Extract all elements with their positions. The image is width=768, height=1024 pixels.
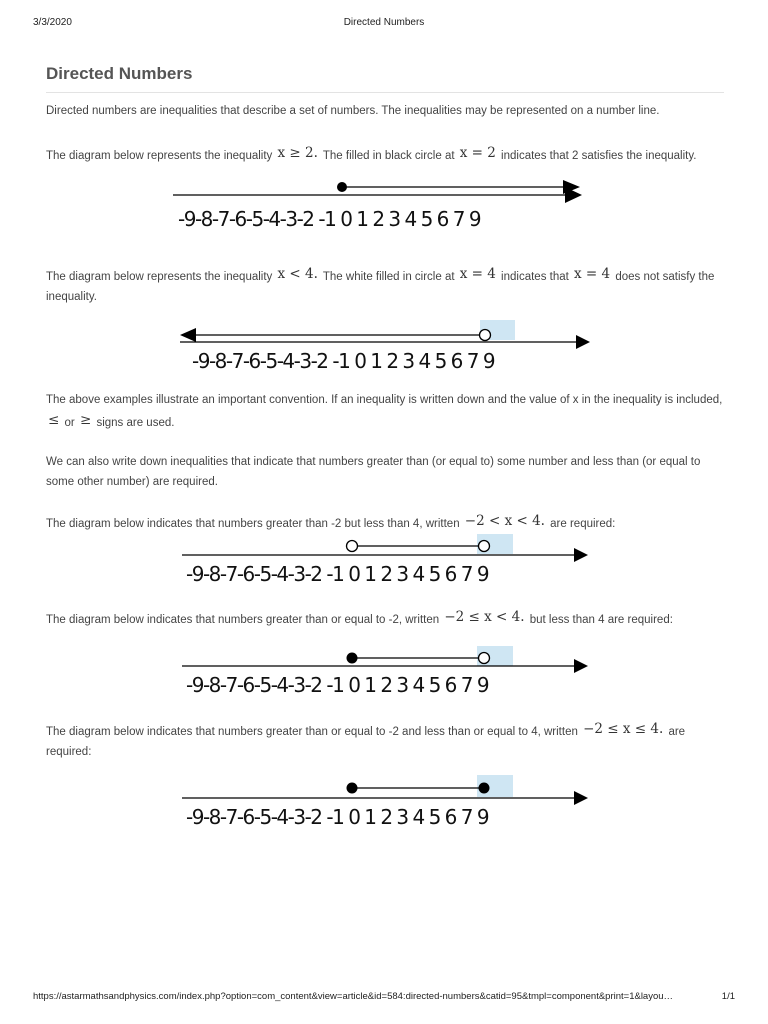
- print-document-title: Directed Numbers: [343, 17, 425, 28]
- paragraph-x-lt-4: [46, 264, 726, 307]
- tick-labels: -9-8-7-6-5-4-3-2 -1 0 1 2 3 4 5 6 7 9: [186, 673, 489, 697]
- filled-dot-start: [347, 783, 358, 794]
- number-line-4: [180, 644, 600, 698]
- number-line-3: [180, 533, 600, 587]
- page-number: 1/1: [721, 991, 735, 1002]
- math-inequality: −2 ≤ x ≤ 4.: [583, 721, 664, 737]
- text: The diagram below indicates that numbers greater than -2 but less than 4, written: [46, 518, 463, 530]
- number-line-2: [178, 318, 598, 374]
- open-dot-end: [480, 330, 491, 341]
- page-url: https://astarmathsandphysics.com/index.php?option=com_content&view=article&id=584:directed-numbers&catid=95&tmpl=component&print=1&layou…: [33, 991, 674, 1002]
- paragraph-closed-open: [46, 607, 726, 630]
- article: [46, 64, 724, 93]
- text: but less than 4 are required:: [526, 614, 673, 626]
- math-value: x = 4: [459, 266, 496, 282]
- paragraph-closed-closed: [46, 719, 726, 762]
- print-date: 3/3/2020: [33, 17, 72, 28]
- tick-labels: -9-8-7-6-5-4-3-2 -1 0 1 2 3 4 5 6 7 9: [178, 207, 481, 231]
- number-line-1: [170, 176, 590, 234]
- text: are required:: [46, 726, 686, 758]
- math-inequality: −2 < x < 4.: [464, 513, 545, 529]
- text: The above examples illustrate an important convention. If an inequality is written down and the value of x in the inequality is included,: [46, 394, 723, 406]
- open-dot-start: [347, 541, 358, 552]
- arrow-head-right: [574, 548, 588, 562]
- article-title: Directed Numbers: [46, 64, 724, 93]
- print-header: [33, 17, 735, 31]
- text: indicates that: [497, 271, 573, 283]
- tick-labels: -9-8-7-6-5-4-3-2 -1 0 1 2 3 4 5 6 7 9: [192, 349, 495, 373]
- arrow-head-right: [574, 791, 588, 805]
- arrow-head-right: [576, 335, 590, 349]
- math-inequality: −2 ≤ x < 4.: [444, 609, 525, 625]
- math-inequality: x ≥ 2.: [277, 145, 318, 161]
- text: The diagram below indicates that numbers greater than or equal to -2, written: [46, 614, 443, 626]
- text: or: [61, 417, 78, 429]
- intro-paragraph: Directed numbers are inequalities that describe a set of numbers. The inequalities may be represented on a number line.: [46, 105, 660, 117]
- text: indicates that 2 satisfies the inequality.: [497, 150, 697, 162]
- text: The diagram below represents the inequality: [46, 150, 276, 162]
- text: The white filled in circle at: [319, 271, 458, 283]
- text: The diagram below indicates that numbers greater than or equal to -2 and less than or equal to 4, written: [46, 726, 582, 738]
- tick-labels: -9-8-7-6-5-4-3-2 -1 0 1 2 3 4 5 6 7 9: [186, 562, 489, 586]
- arrow-head-right: [574, 659, 588, 673]
- math-inequality: x < 4.: [277, 266, 318, 282]
- math-value: x = 4: [574, 266, 611, 282]
- number-line-5: [180, 774, 600, 830]
- text: The filled in black circle at: [319, 150, 458, 162]
- text: are required:: [546, 518, 616, 530]
- paragraph-convention: [46, 390, 726, 433]
- filled-dot-end: [479, 783, 490, 794]
- math-le-symbol: ≤: [48, 412, 60, 428]
- text: signs are used.: [93, 417, 175, 429]
- paragraph-x-ge-2: [46, 143, 726, 166]
- range-arrow-head-left: [180, 328, 196, 342]
- text: does not satisfy the inequality.: [46, 271, 715, 303]
- open-dot-end: [479, 541, 490, 552]
- math-ge-symbol: ≥: [79, 412, 92, 428]
- text: The diagram below represents the inequality: [46, 271, 276, 283]
- print-footer: [33, 991, 735, 1005]
- filled-dot-start: [347, 653, 358, 664]
- filled-dot-start: [337, 182, 347, 192]
- math-value: x = 2: [459, 145, 496, 161]
- paragraph-open-open: [46, 511, 726, 534]
- open-dot-end: [479, 653, 490, 664]
- paragraph-ranges: We can also write down inequalities that indicate that numbers greater than (or equal to) some number and less than (or equal to some other number) are required.: [46, 456, 701, 488]
- tick-labels: -9-8-7-6-5-4-3-2 -1 0 1 2 3 4 5 6 7 9: [186, 805, 489, 829]
